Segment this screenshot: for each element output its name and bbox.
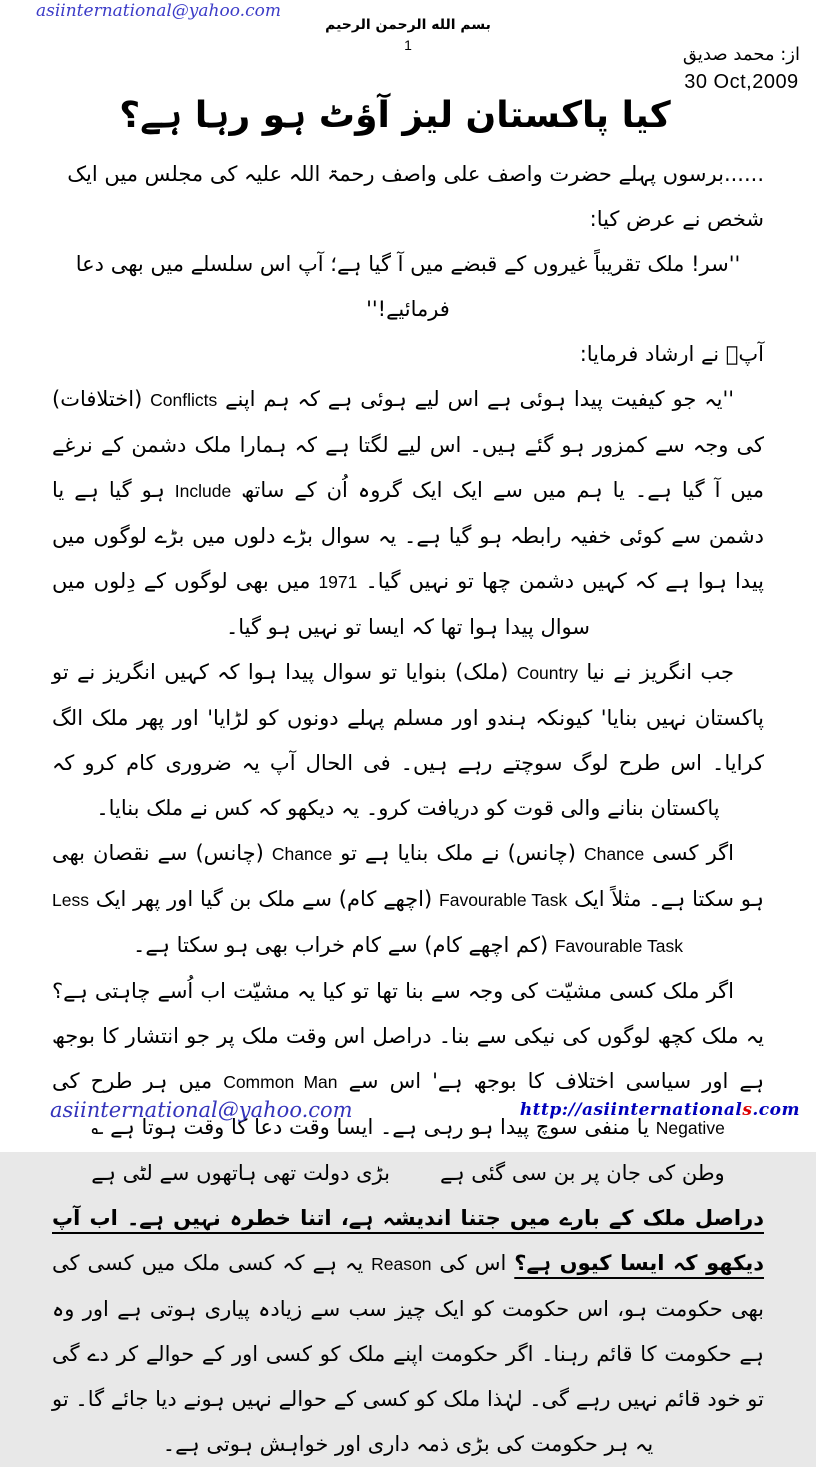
verse-hemistich-1: وطن کی جان پر بن سی گئی ہے — [440, 1161, 725, 1185]
page-number: 1 — [404, 37, 412, 53]
bismillah-text: بسم الله الرحمن الرحيم — [325, 17, 491, 33]
footer-email-link[interactable]: asiinternational@yahoo.com — [50, 1098, 353, 1122]
page-title: کیا پاکستان لیز آؤٹ ہو رہا ہے؟ — [119, 95, 671, 137]
paragraph-request-quote: ''سر! ملک تقریباً غیروں کے قبضے میں آ گیا ہے؛ آپ اس سلسلے میں بھی دعا فرمائیے!'' — [75, 252, 741, 321]
document-date: 30 Oct,2009 — [684, 71, 799, 93]
paragraph-chance: اگر کسی Chance (چانس) نے ملک بنایا ہے تو Chance (چانس) سے نقصان بھی ہو سکتا ہے۔ مثلاً ایک Favourable Task (اچھے کام) سے ملک بن گیا اور پھر ایک Less Favourable Task (کم اچھے کام) سے کام خراب بھی ہو سکتا ہے۔ — [52, 841, 764, 957]
footer-url-red-letter: s — [742, 1100, 753, 1120]
paragraph-intro: ......برسوں پہلے حضرت واصف علی واصف رحمۃ اللہ علیہ کی مجلس میں ایک شخص نے عرض کیا: — [67, 162, 764, 231]
paragraph-he-said: آپؒ نے ارشاد فرمایا: — [579, 342, 764, 366]
underlined-statement: دراصل ملک کے بارے میں جتنا اندیشہ ہے، اتنا خطرہ نہیں ہے۔ اب آپ دیکھو کہ ایسا کیوں ہے؟ — [52, 1206, 764, 1275]
article-body — [52, 152, 764, 1467]
verse-hemistich-2: بڑی دولت تھی ہاتھوں سے لٹی ہے — [91, 1161, 391, 1185]
footer-url-prefix: http://asiinternational — [519, 1100, 743, 1120]
paragraph-common-man: اگر ملک کسی مشیّت کی وجہ سے بنا تھا تو کیا یہ مشیّت اب اُسے چاہتی ہے؟ یہ ملک کچھ لوگوں کی نیکی سے بنا۔ دراصل اس وقت ملک پر جو انتشار کا بوجھ ہے اور سیاسی اختلاف کا بوجھ ہے' اس سے Common Man میں ہر طرح کی Negative یا منفی سوچ پیدا ہو رہی ہے۔ ایسا وقت دعا کا وقت ہوتا ہے ؎ — [52, 979, 764, 1139]
author-name: از: محمد صديق — [682, 44, 800, 65]
footer-website-link[interactable] — [520, 1100, 800, 1120]
paragraph-country: جب انگریز نے نیا Country (ملک) بنوایا تو سوال پیدا ہوا کہ کہیں انگریز نے تو پاکستان نہیں بنایا' کیونکہ ہندو اور مسلم پہلے دونوں کو لڑایا' اور پھر ملک الگ کرایا۔ اس طرح لوگ سوچتے رہے ہیں۔ فی الحال آپ یہ ضروری کام کرو کہ پاکستان بنانے والی قوت کو دریافت کرو۔ یہ دیکھو کہ کس نے ملک بنایا۔ — [52, 660, 764, 820]
verse-couplet — [52, 1151, 764, 1196]
reason-continuation: اس کی Reason یہ ہے کہ کسی ملک میں کسی کی بھی حکومت ہو، اس حکومت کو ایک چیز سب سے زیادہ پیاری ہوتی ہے اور وہ ہے حکومت کا قائم رہنا۔ اگر حکومت اپنے ملک کو کسی اور کے حوالے کر دے گی تو خود قائم نہیں رہے گی۔ لہٰذا ملک کو کسی کے حوالے نہیں ہونے دیا جائے گا۔ تو یہ ہر حکومت کی بڑی ذمہ داری اور خواہش ہوتی ہے۔ — [52, 1251, 764, 1456]
footer-url-suffix: .com — [752, 1100, 800, 1120]
header-email-link[interactable]: asiinternational@yahoo.com — [36, 1, 281, 21]
paragraph-conflicts: ''یہ جو کیفیت پیدا ہوئی ہے اس لیے ہوئی ہے کہ ہم اپنے Conflicts (اختلافات) کی وجہ سے کمزور ہو گئے ہیں۔ اس لیے لگتا ہے کہ ہمارا ملک دشمن کے نرغے میں آ گیا ہے۔ یا ہم میں سے ایک ایک گروہ اُن کے ساتھ Include ہو گیا ہے یا دشمن سے کوئی خفیہ رابطہ ہو گیا ہے۔ یہ سوال بڑے دلوں میں بڑے لوگوں میں پیدا ہوا ہے کہ کہیں دشمن چھا تو نہیں گیا۔ 1971 میں بھی لوگوں کے دِلوں میں سوال پیدا ہوا تھا کہ ایسا تو نہیں ہو گیا۔ — [52, 387, 765, 639]
paragraph-reason — [52, 1196, 764, 1467]
